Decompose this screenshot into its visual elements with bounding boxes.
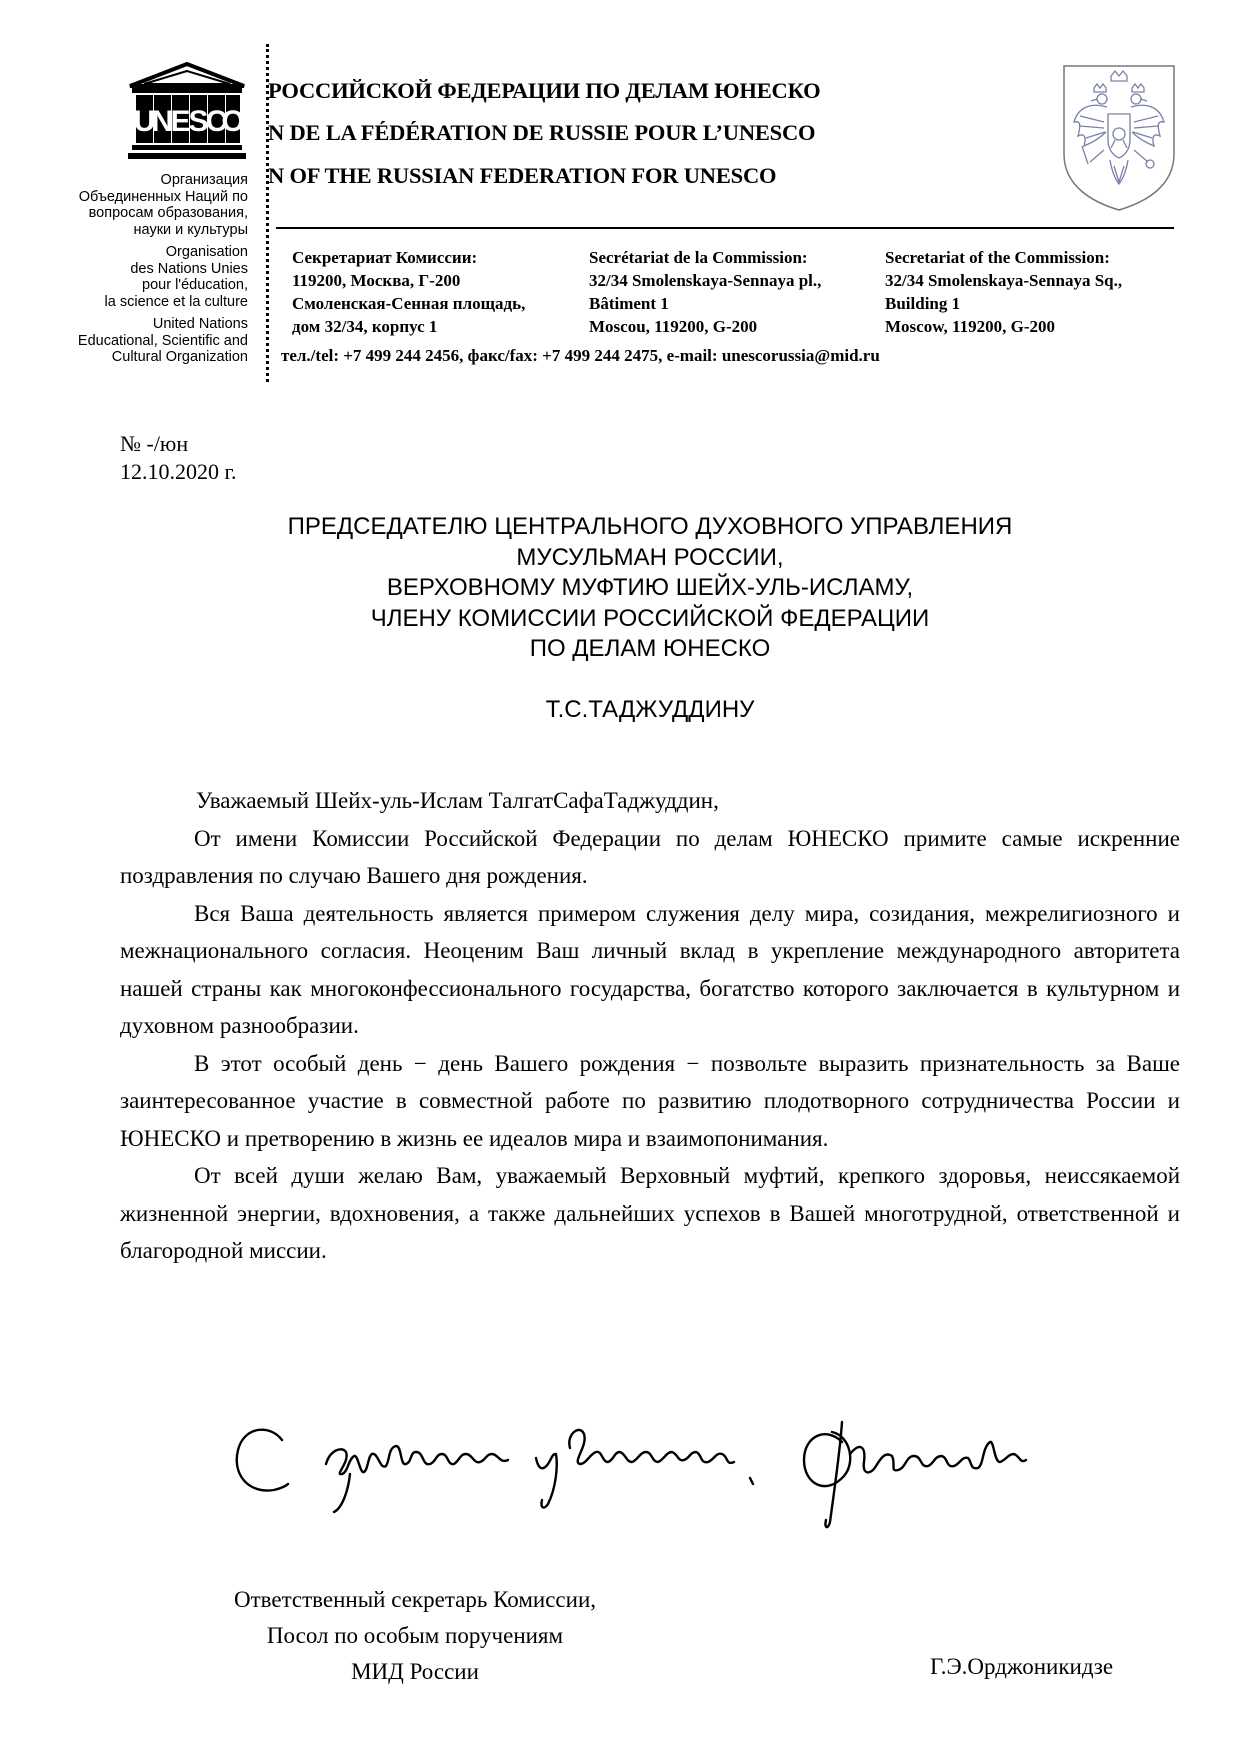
body-paragraph: От всей души желаю Вам, уважаемый Верховный муфтий, крепкого здоровья, неиссякаемой жизненной энергии, вдохновения, а также дальнейших успехов в Вашей многотрудной, ответственной и благородной миссии. (120, 1163, 1180, 1263)
contact-line: тел./tel: +7 499 244 2456, факс/fax: +7 499 244 2475, e-mail: unescorussia@mid.ru (281, 346, 880, 365)
commission-title-fr: N DE LA FÉDÉRATION DE RUSSIE POUR L’UNESCO (268, 120, 816, 145)
svg-text:O: O (221, 105, 245, 138)
body-paragraph: В этот особый день − день Вашего рождения − позвольте выразить признательность за Ваше заинтересованное участие в совместной работе по развитию плодотворного сотрудничества России и ЮНЕСКО и претворению в жизнь ее идеалов мира и взаимопонимания. (120, 1050, 1180, 1151)
svg-text:E: E (170, 105, 191, 138)
commission-title-en: N OF THE RUSSIAN FEDERATION FOR UNESCO (268, 163, 777, 188)
svg-text:S: S (188, 105, 209, 138)
body-paragraph: От имени Комиссии Российской Федерации по делам ЮНЕСКО примите самые искренние поздравления по случаю Вашего дня рождения. (120, 825, 1180, 888)
letter-date: 12.10.2020 г. (120, 459, 237, 484)
addressee-block (160, 512, 1140, 725)
letter-body (120, 782, 1180, 1270)
address-en: Secretariat of the Commission: 32/34 Smolenskaya-Sennaya Sq., Building 1 Moscow, 119200, G-200 (885, 248, 1123, 336)
addressee-name: Т.С.ТАДЖУДДИНУ (545, 695, 755, 723)
address-ru: Секретариат Комиссии: 119200, Москва, Г-200 Смоленская-Сенная площадь, дом 32/34, корпус 1 (292, 248, 526, 336)
svg-text:U: U (133, 105, 156, 138)
addressee-line: ВЕРХОВНОМУ МУФТИЮ ШЕЙХ-УЛЬ-ИСЛАМУ, (386, 574, 914, 601)
header-rule (276, 227, 1174, 229)
org-name-en: United Nations Educational, Scientific and Cultural Organization (77, 316, 248, 365)
addressee-line: МУСУЛЬМАН РОССИИ, (516, 543, 784, 571)
letter-reference (120, 430, 237, 486)
body-paragraph: Вся Ваша деятельность является примером служения делу мира, созидания, межрелигиозного и межнационального согласия. Неоценим Ваш личный вклад в укрепление международного авторитета нашей страны как многоконфессионального государства, богатство которого заключается в культурном и духовном разнообразии. (120, 900, 1180, 1038)
svg-text:C: C (205, 105, 228, 138)
letter-number: № -/юн (120, 431, 189, 456)
unesco-logo (128, 62, 246, 162)
greeting: Уважаемый Шейх-уль-Ислам ТалгатСафаТаджуддин, (196, 788, 719, 813)
address-fr: Secrétariat de la Commission: 32/34 Smolenskaya-Sennaya pl., Bâtiment 1 Moscou, 119200, G-200 (589, 248, 822, 336)
addressee-line: ПРЕДСЕДАТЕЛЮ ЦЕНТРАЛЬНОГО ДУХОВНОГО УПРАВЛЕНИЯ (287, 513, 1013, 540)
org-name-ru: Организация Объединенных Наций по вопросам образования, науки и культуры (78, 172, 248, 238)
signer-role: Ответственный секретарь Комиссии, Посол по особым поручениям МИД России (233, 1587, 596, 1684)
addressee-line: ЧЛЕНУ КОМИССИИ РОССИЙСКОЙ ФЕДЕРАЦИИ (370, 604, 930, 632)
coat-of-arms-emblem (1060, 62, 1178, 212)
commission-title-ru: РОССИЙСКОЙ ФЕДЕРАЦИИ ПО ДЕЛАМ ЮНЕСКО (268, 78, 821, 103)
handwritten-closing-and-signature (230, 1412, 1130, 1532)
org-name-fr: Organisation des Nations Unies pour l'éducation, la science et la culture (104, 244, 248, 310)
addressee-line: ПО ДЕЛАМ ЮНЕСКО (529, 635, 771, 662)
svg-text:N: N (151, 105, 174, 138)
organization-names (20, 172, 248, 372)
signer-name: Г.Э.Орджоникидзе (930, 1654, 1114, 1679)
